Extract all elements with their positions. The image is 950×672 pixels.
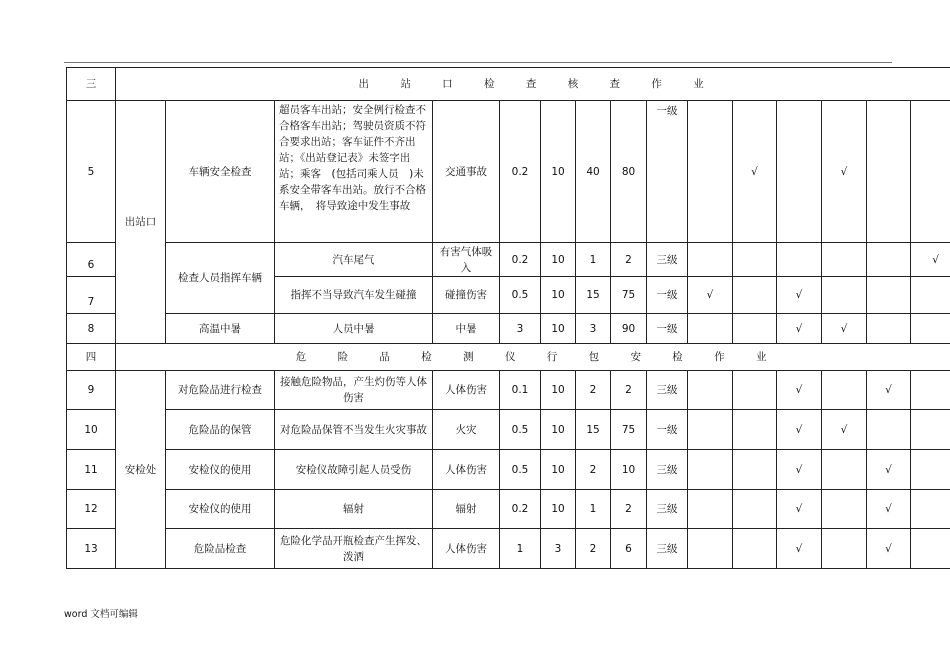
- check-cell: [688, 529, 733, 569]
- consequence-cell: 15: [576, 410, 611, 450]
- hazard-description-cell: 安检仪故障引起人员受伤: [275, 450, 433, 490]
- exposure-cell: 10: [541, 101, 576, 243]
- page-footer: word 文档可编辑: [64, 609, 138, 620]
- check-cell: [733, 450, 777, 490]
- section-header-row: [67, 344, 950, 371]
- risk-assessment-table: [66, 67, 950, 569]
- check-cell: [688, 410, 733, 450]
- check-cell: [733, 277, 777, 314]
- hazard-type-cell: 辐射: [433, 490, 500, 529]
- check-cell: [911, 371, 950, 410]
- check-cell: √: [867, 371, 911, 410]
- hazard-type-cell: 人体伤害: [433, 529, 500, 569]
- check-cell: [911, 277, 950, 314]
- risk-score-cell: 80: [611, 101, 647, 243]
- check-cell: √: [777, 450, 822, 490]
- check-cell: [733, 243, 777, 277]
- activity-cell: 危险品检查: [166, 529, 275, 569]
- hazard-type-cell: 有害气体吸入: [433, 243, 500, 277]
- risk-level-cell: 三级: [647, 490, 688, 529]
- row-number: 11: [67, 450, 116, 490]
- check-cell: [733, 410, 777, 450]
- check-cell: [688, 101, 733, 243]
- check-cell: [911, 314, 950, 344]
- check-cell: [867, 277, 911, 314]
- section-title: 出 站 口 检 查 核 查 作 业: [116, 68, 950, 101]
- exposure-cell: 10: [541, 490, 576, 529]
- work-area-cell: 安检处: [116, 371, 166, 569]
- risk-score-cell: 90: [611, 314, 647, 344]
- hazard-description-cell: 对危险品保管不当发生火灾事故: [275, 410, 433, 450]
- check-cell: [688, 371, 733, 410]
- check-cell: √: [777, 371, 822, 410]
- likelihood-cell: 0.5: [500, 450, 541, 490]
- row-number: 13: [67, 529, 116, 569]
- activity-cell: 高温中暑: [166, 314, 275, 344]
- check-cell: √: [822, 101, 867, 243]
- check-cell: [688, 490, 733, 529]
- table-row: [67, 101, 950, 243]
- check-cell: [822, 277, 867, 314]
- risk-level-cell: 一级: [647, 101, 688, 243]
- hazard-type-cell: 人体伤害: [433, 371, 500, 410]
- consequence-cell: 1: [576, 490, 611, 529]
- risk-level-cell: 三级: [647, 529, 688, 569]
- activity-cell: 安检仪的使用: [166, 490, 275, 529]
- check-cell: [733, 314, 777, 344]
- check-cell: [867, 410, 911, 450]
- risk-level-cell: 三级: [647, 450, 688, 490]
- table-row: [67, 243, 950, 277]
- exposure-cell: 10: [541, 371, 576, 410]
- consequence-cell: 15: [576, 277, 611, 314]
- likelihood-cell: 3: [500, 314, 541, 344]
- check-cell: √: [777, 314, 822, 344]
- risk-level-cell: 一级: [647, 277, 688, 314]
- hazard-description-cell: 接触危险物品，产生灼伤等人体伤害: [275, 371, 433, 410]
- row-number: 9: [67, 371, 116, 410]
- likelihood-cell: 1: [500, 529, 541, 569]
- check-cell: √: [688, 277, 733, 314]
- check-cell: [867, 314, 911, 344]
- exposure-cell: 10: [541, 450, 576, 490]
- activity-cell: 检查人员指挥车辆: [166, 243, 275, 314]
- row-number: 10: [67, 410, 116, 450]
- check-cell: [733, 490, 777, 529]
- check-cell: √: [733, 101, 777, 243]
- table-row: [67, 410, 950, 450]
- risk-score-cell: 10: [611, 450, 647, 490]
- check-cell: [733, 371, 777, 410]
- header-rule: [64, 62, 892, 63]
- exposure-cell: 10: [541, 314, 576, 344]
- check-cell: [822, 450, 867, 490]
- check-cell: √: [777, 410, 822, 450]
- table-row: [67, 490, 950, 529]
- table-row: [67, 529, 950, 569]
- row-number: 8: [67, 314, 116, 344]
- consequence-cell: 2: [576, 371, 611, 410]
- row-number: 6: [67, 243, 116, 277]
- check-cell: [911, 529, 950, 569]
- check-cell: [911, 450, 950, 490]
- check-cell: [867, 243, 911, 277]
- risk-level-cell: 三级: [647, 371, 688, 410]
- check-cell: [822, 529, 867, 569]
- check-cell: √: [911, 243, 950, 277]
- table-row: [67, 314, 950, 344]
- table-row: [67, 450, 950, 490]
- check-cell: [911, 490, 950, 529]
- activity-cell: 车辆安全检查: [166, 101, 275, 243]
- section-header-row: [67, 68, 950, 101]
- check-cell: [911, 101, 950, 243]
- check-cell: [822, 243, 867, 277]
- exposure-cell: 10: [541, 243, 576, 277]
- risk-level-cell: 一级: [647, 410, 688, 450]
- section-number: 四: [67, 344, 116, 371]
- check-cell: √: [822, 314, 867, 344]
- likelihood-cell: 0.2: [500, 490, 541, 529]
- row-number: 7: [67, 277, 116, 314]
- hazard-type-cell: 碰撞伤害: [433, 277, 500, 314]
- row-number: 12: [67, 490, 116, 529]
- check-cell: [733, 529, 777, 569]
- likelihood-cell: 0.5: [500, 410, 541, 450]
- section-title: 危 险 品 检 测 仪 行 包 安 检 作 业: [116, 344, 950, 371]
- check-cell: [822, 371, 867, 410]
- hazard-type-cell: 火灾: [433, 410, 500, 450]
- check-cell: √: [777, 277, 822, 314]
- exposure-cell: 10: [541, 410, 576, 450]
- risk-score-cell: 75: [611, 410, 647, 450]
- consequence-cell: 40: [576, 101, 611, 243]
- consequence-cell: 2: [576, 529, 611, 569]
- exposure-cell: 3: [541, 529, 576, 569]
- hazard-description-cell: 危险化学品开瓶检查产生挥发、泼洒: [275, 529, 433, 569]
- hazard-description-cell: 指挥不当导致汽车发生碰撞: [275, 277, 433, 314]
- check-cell: √: [777, 529, 822, 569]
- likelihood-cell: 0.2: [500, 243, 541, 277]
- hazard-type-cell: 交通事故: [433, 101, 500, 243]
- likelihood-cell: 0.1: [500, 371, 541, 410]
- check-cell: √: [867, 450, 911, 490]
- check-cell: [911, 410, 950, 450]
- risk-score-cell: 2: [611, 490, 647, 529]
- hazard-description-cell: 超员客车出站；安全例行检查不合格客车出站；驾驶员资质不符合要求出站；客车证件不齐出站；《出站登记表》未签字出站；乘客 (包括司乘人员 )未系安全带客车出站。放行不合格车辆， 将导致途中发生事故: [275, 101, 433, 243]
- hazard-description-cell: 汽车尾气: [275, 243, 433, 277]
- check-cell: [688, 450, 733, 490]
- hazard-description-cell: 人员中暑: [275, 314, 433, 344]
- check-cell: [688, 314, 733, 344]
- consequence-cell: 3: [576, 314, 611, 344]
- hazard-description-cell: 辐射: [275, 490, 433, 529]
- consequence-cell: 2: [576, 450, 611, 490]
- check-cell: √: [867, 490, 911, 529]
- risk-level-cell: 一级: [647, 314, 688, 344]
- hazard-type-cell: 人体伤害: [433, 450, 500, 490]
- check-cell: [777, 101, 822, 243]
- check-cell: [777, 243, 822, 277]
- hazard-type-cell: 中暑: [433, 314, 500, 344]
- risk-score-cell: 2: [611, 243, 647, 277]
- likelihood-cell: 0.2: [500, 101, 541, 243]
- check-cell: [822, 490, 867, 529]
- check-cell: [688, 243, 733, 277]
- section-number: 三: [67, 68, 116, 101]
- table-row: [67, 371, 950, 410]
- check-cell: [867, 101, 911, 243]
- risk-score-cell: 6: [611, 529, 647, 569]
- check-cell: √: [822, 410, 867, 450]
- risk-score-cell: 75: [611, 277, 647, 314]
- check-cell: √: [867, 529, 911, 569]
- activity-cell: 危险品的保管: [166, 410, 275, 450]
- row-number: 5: [67, 101, 116, 243]
- risk-score-cell: 2: [611, 371, 647, 410]
- work-area-cell: 出站口: [116, 101, 166, 344]
- activity-cell: 对危险品进行检查: [166, 371, 275, 410]
- risk-level-cell: 三级: [647, 243, 688, 277]
- consequence-cell: 1: [576, 243, 611, 277]
- likelihood-cell: 0.5: [500, 277, 541, 314]
- activity-cell: 安检仪的使用: [166, 450, 275, 490]
- exposure-cell: 10: [541, 277, 576, 314]
- check-cell: √: [777, 490, 822, 529]
